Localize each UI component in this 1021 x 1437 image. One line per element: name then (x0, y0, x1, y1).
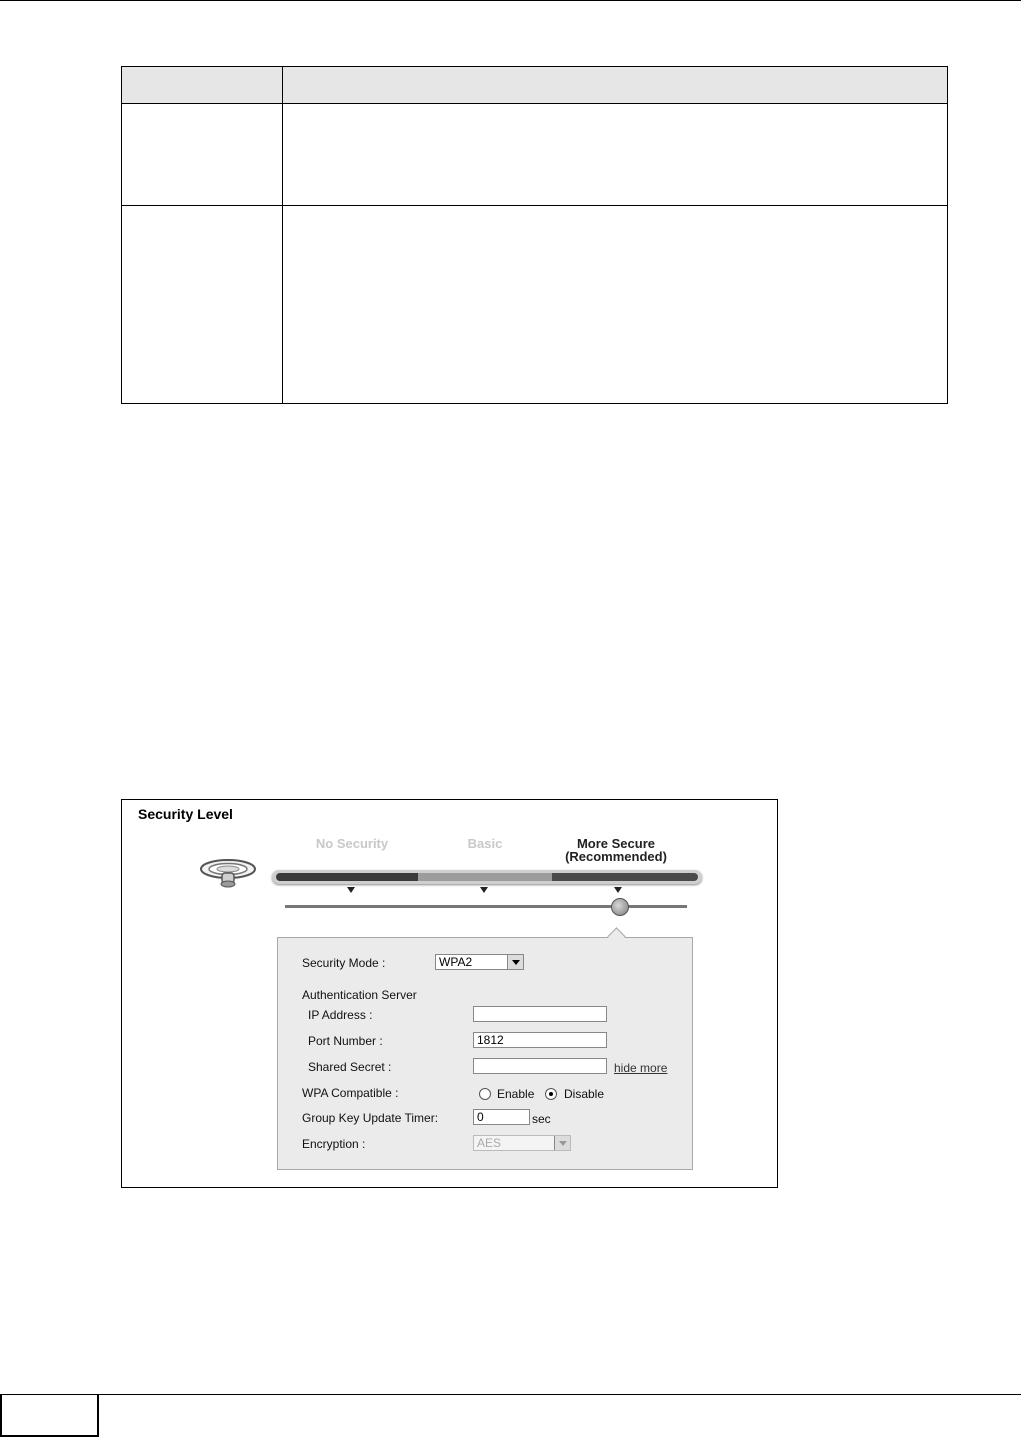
disable-label: Disable (564, 1087, 605, 1101)
table-row-divider (122, 205, 947, 206)
panel-title: Security Level (138, 806, 233, 822)
table-column-divider (282, 67, 283, 403)
footer-rule (0, 1394, 1021, 1395)
port-number-label: Port Number : (308, 1034, 383, 1048)
ip-address-input[interactable] (473, 1006, 607, 1022)
shared-secret-input[interactable] (473, 1058, 607, 1074)
port-number-input[interactable] (473, 1032, 607, 1048)
security-level-bar (272, 870, 702, 884)
bar-segment-more-secure (552, 873, 698, 881)
ip-address-label: IP Address : (308, 1008, 373, 1022)
table-header-row (122, 67, 947, 104)
group-key-update-timer-label: Group Key Update Timer: (302, 1111, 439, 1125)
bar-segment-no-security (276, 873, 418, 881)
enable-label: Enable (497, 1087, 535, 1101)
marker-no-security-icon (347, 887, 355, 893)
security-level-panel (121, 799, 778, 1188)
level-more-secure-line2: (Recommended) (565, 849, 667, 864)
security-mode-label: Security Mode : (302, 956, 386, 970)
wpa-compatible-disable-radio[interactable] (545, 1088, 557, 1100)
security-settings-form (277, 937, 693, 1170)
bar-segment-basic (418, 873, 552, 881)
encryption-select (473, 1135, 571, 1151)
wireless-router-icon (196, 852, 260, 892)
wpa-compatible-enable-radio[interactable] (479, 1088, 491, 1100)
security-mode-value: WPA2 (439, 955, 473, 969)
wpa-compatible-label: WPA Compatible : (302, 1086, 399, 1100)
description-table (121, 66, 948, 404)
hide-more-link[interactable]: hide more (614, 1061, 668, 1075)
chevron-down-icon[interactable] (507, 955, 523, 969)
shared-secret-label: Shared Secret : (308, 1060, 392, 1074)
security-mode-select[interactable] (435, 954, 524, 970)
marker-more-secure-icon (614, 887, 622, 893)
page-number-box (0, 1394, 99, 1437)
level-more-secure[interactable] (556, 837, 676, 863)
auth-server-label: Authentication Server (302, 988, 417, 1002)
group-key-update-timer-input[interactable] (473, 1109, 530, 1125)
level-no-security[interactable]: No Security (315, 836, 389, 851)
encryption-value: AES (477, 1136, 502, 1150)
encryption-label: Encryption : (302, 1137, 366, 1151)
level-more-secure-line1: More Secure (576, 836, 656, 851)
marker-basic-icon (480, 887, 488, 893)
chevron-down-icon (554, 1136, 570, 1150)
sec-unit-label: sec (532, 1112, 551, 1126)
security-slider-knob[interactable] (611, 898, 629, 916)
level-basic[interactable]: Basic (467, 836, 503, 851)
page-top-rule (0, 0, 1021, 1)
